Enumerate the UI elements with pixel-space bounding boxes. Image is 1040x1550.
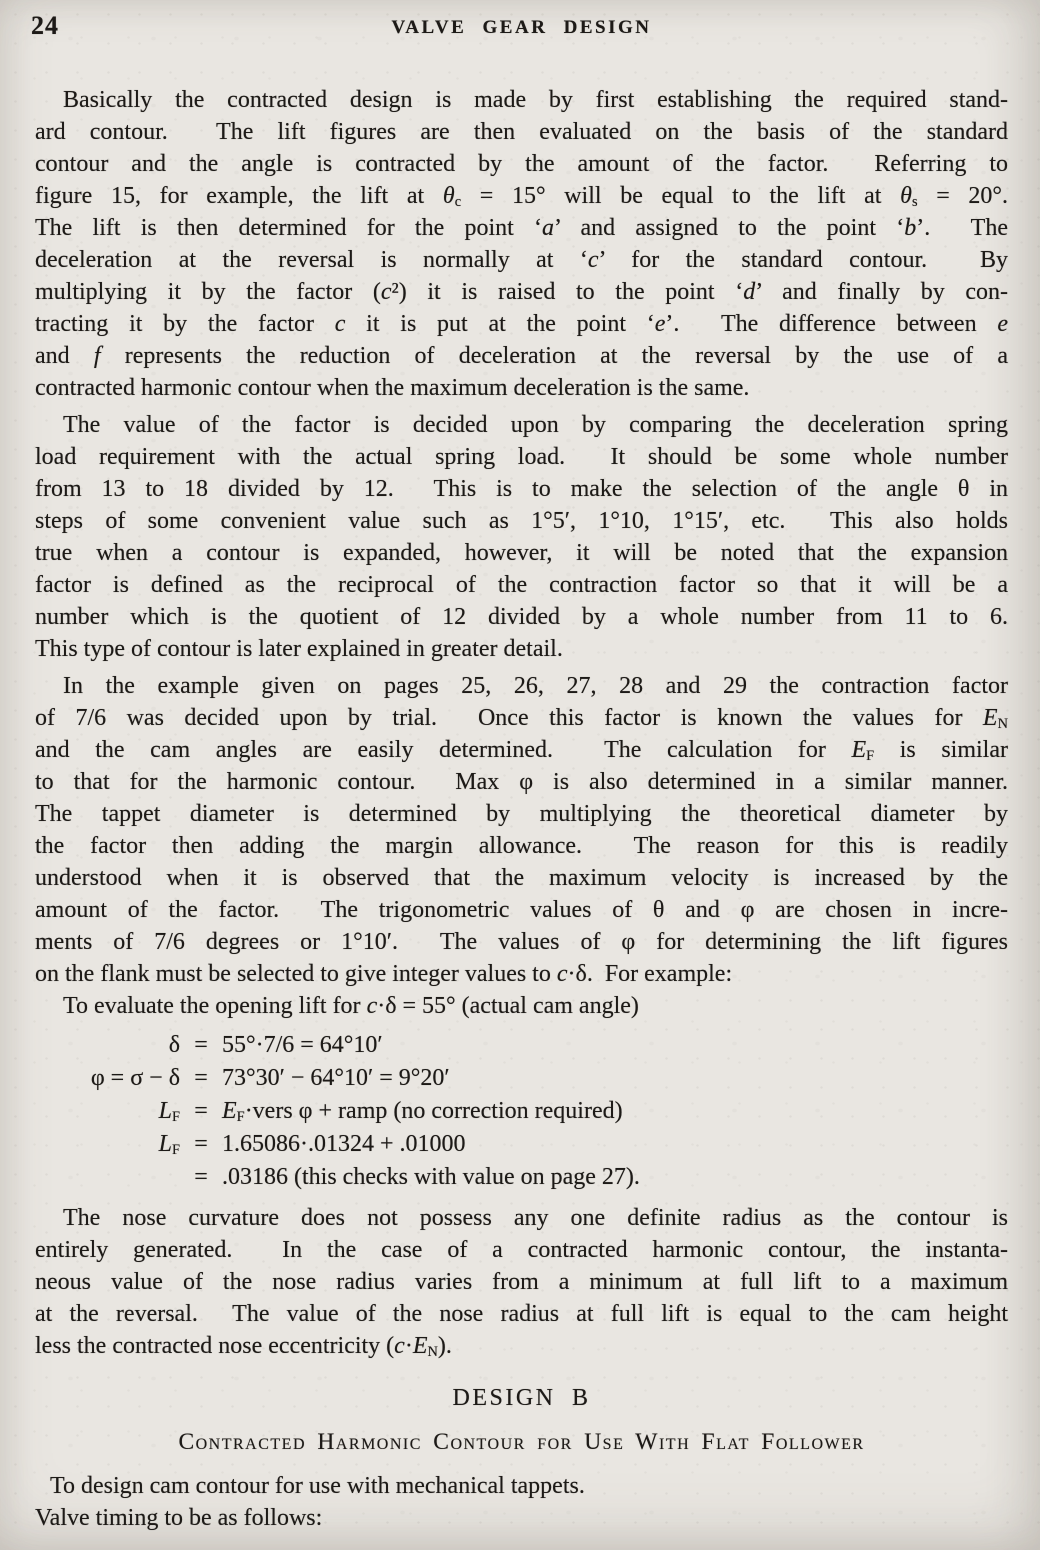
equation-rhs: 1.65086·.01324 + .01000 — [222, 1131, 466, 1157]
text-line: on the flank must be selected to give integer values to c·δ. For example: — [35, 961, 733, 987]
text-line: of 7/6 was decided upon by trial. Once this factor is known the values for $E_N$ — [35, 705, 1008, 733]
equation-delta — [35, 1029, 1008, 1062]
text-line: The tappet diameter is determined by multiplying the theoretical diameter by — [35, 801, 1008, 827]
equation-rhs: .03186 (this checks with value on page 27). — [222, 1164, 640, 1190]
text-line: from 13 to 18 divided by 12. This is to make the selection of the angle θ in — [35, 476, 1008, 502]
page-number: 24 — [31, 11, 59, 40]
text-line: true when a contour is expanded, however, it will be noted that the expansion — [35, 540, 1008, 566]
text-line: amount of the factor. The trigonometric values of θ and φ are chosen in incre- — [35, 897, 1008, 923]
equation-phi — [35, 1062, 1008, 1095]
paragraph-contracted-design — [35, 84, 1008, 404]
example-intro-line: To evaluate the opening lift for c·δ = 55° (actual cam angle) — [63, 993, 639, 1019]
equation-lhs: $L_F$ — [158, 1098, 180, 1126]
equation-lhs — [35, 1161, 180, 1194]
text-line: factor is defined as the reciprocal of the contraction factor so that it will be a — [35, 572, 1008, 598]
equals-sign: = — [194, 1065, 208, 1091]
text-line: and the cam angles are easily determined. The calculation for $E_F$ is similar — [35, 737, 1008, 765]
equals-sign: = — [194, 1131, 208, 1157]
text-line: figure 15, for example, the lift at $\theta_c = 15^\circ$ will be equal to the lift at $\theta_s = 20^\circ$. — [35, 183, 1009, 211]
equation-lift-formula — [35, 1095, 1008, 1128]
equation-rhs: 73°30′ − 64°10′ = 9°20′ — [222, 1065, 450, 1091]
text-line: The lift is then determined for the point ‘a’ and assigned to the point ‘b’. The — [35, 215, 1008, 241]
text-line: ard contour. The lift figures are then evaluated on the basis of the standard — [35, 119, 1008, 145]
text-line: contour and the angle is contracted by the amount of the factor. Referring to — [35, 151, 1008, 177]
paragraph-nose-curvature — [35, 1202, 1008, 1362]
section-heading-design-b: DESIGN B — [452, 1385, 591, 1411]
text-line: at the reversal. The value of the nose radius at full lift is equal to the cam height — [35, 1301, 1008, 1327]
equation-lhs: δ — [168, 1032, 180, 1058]
section-subheading-contracted-harmonic: Contracted Harmonic Contour for Use With Flat Follower — [178, 1429, 865, 1455]
equation-lift-values — [35, 1128, 1008, 1161]
text-line: contracted harmonic contour when the maximum deceleration is the same. — [35, 375, 750, 401]
equation-block — [35, 1029, 1008, 1194]
text-line: to that for the harmonic contour. Max φ is also determined in a similar manner. — [35, 769, 1008, 795]
design-objective-line: To design cam contour for use with mechanical tappets. — [50, 1473, 585, 1499]
paragraph-example-pages — [35, 670, 1008, 990]
equation-rhs: 55°·7/6 = 64°10′ — [222, 1032, 383, 1058]
text-line: understood when it is observed that the maximum velocity is increased by the — [35, 865, 1008, 891]
text-line: steps of some convenient value such as 1°5′, 1°10, 1°15′, etc. This also holds — [35, 508, 1008, 534]
text-line: number which is the quotient of 12 divided by a whole number from 11 to 6. — [35, 604, 1008, 630]
text-line: The nose curvature does not possess any one definite radius as the contour is — [63, 1205, 1008, 1231]
equation-lhs: φ = σ − δ — [90, 1065, 180, 1091]
text-line: ments of 7/6 degrees or 1°10′. The values of φ for determining the lift figures — [35, 929, 1009, 955]
text-line: tracting it by the factor c it is put at the point ‘e’. The difference between e — [35, 311, 1008, 337]
text-line: less the contracted nose eccentricity $(c\cdot E_N)$. — [35, 1333, 452, 1361]
text-line: deceleration at the reversal is normally at ‘c’ for the standard contour. By — [35, 247, 1008, 273]
text-line: Basically the contracted design is made by first establishing the required stand- — [63, 87, 1008, 113]
text-line: In the example given on pages 25, 26, 27, 28 and 29 the contraction factor — [63, 673, 1008, 699]
page-header — [31, 10, 1008, 40]
body-text — [35, 84, 1008, 1534]
paragraph-factor-value — [35, 409, 1008, 665]
text-line: the factor then adding the margin allowance. The reason for this is readily — [35, 833, 1008, 859]
equals-sign: = — [194, 1164, 208, 1190]
text-line: The value of the factor is decided upon by comparing the deceleration spring — [63, 412, 1008, 438]
equation-rhs: $E_F\cdot vers$ φ + ramp (no correction required) — [222, 1098, 623, 1126]
equals-sign: = — [194, 1032, 208, 1058]
valve-timing-line: Valve timing to be as follows: — [35, 1505, 323, 1531]
text-line: multiplying it by the factor (c²) it is raised to the point ‘d’ and finally by con- — [35, 279, 1009, 305]
running-title: VALVE GEAR DESIGN — [391, 17, 652, 38]
text-line: and f represents the reduction of deceleration at the reversal by the use of a — [35, 343, 1008, 369]
text-line: entirely generated. In the case of a contracted harmonic contour, the instanta- — [35, 1237, 1008, 1263]
text-line: This type of contour is later explained in greater detail. — [35, 636, 563, 662]
text-line: load requirement with the actual spring load. It should be some whole number — [35, 444, 1008, 470]
equation-lift-result — [35, 1161, 1008, 1194]
equals-sign: = — [194, 1098, 208, 1124]
text-line: neous value of the nose radius varies from a minimum at full lift to a maximum — [35, 1269, 1008, 1295]
equation-lhs: $L_F$ — [158, 1131, 180, 1159]
